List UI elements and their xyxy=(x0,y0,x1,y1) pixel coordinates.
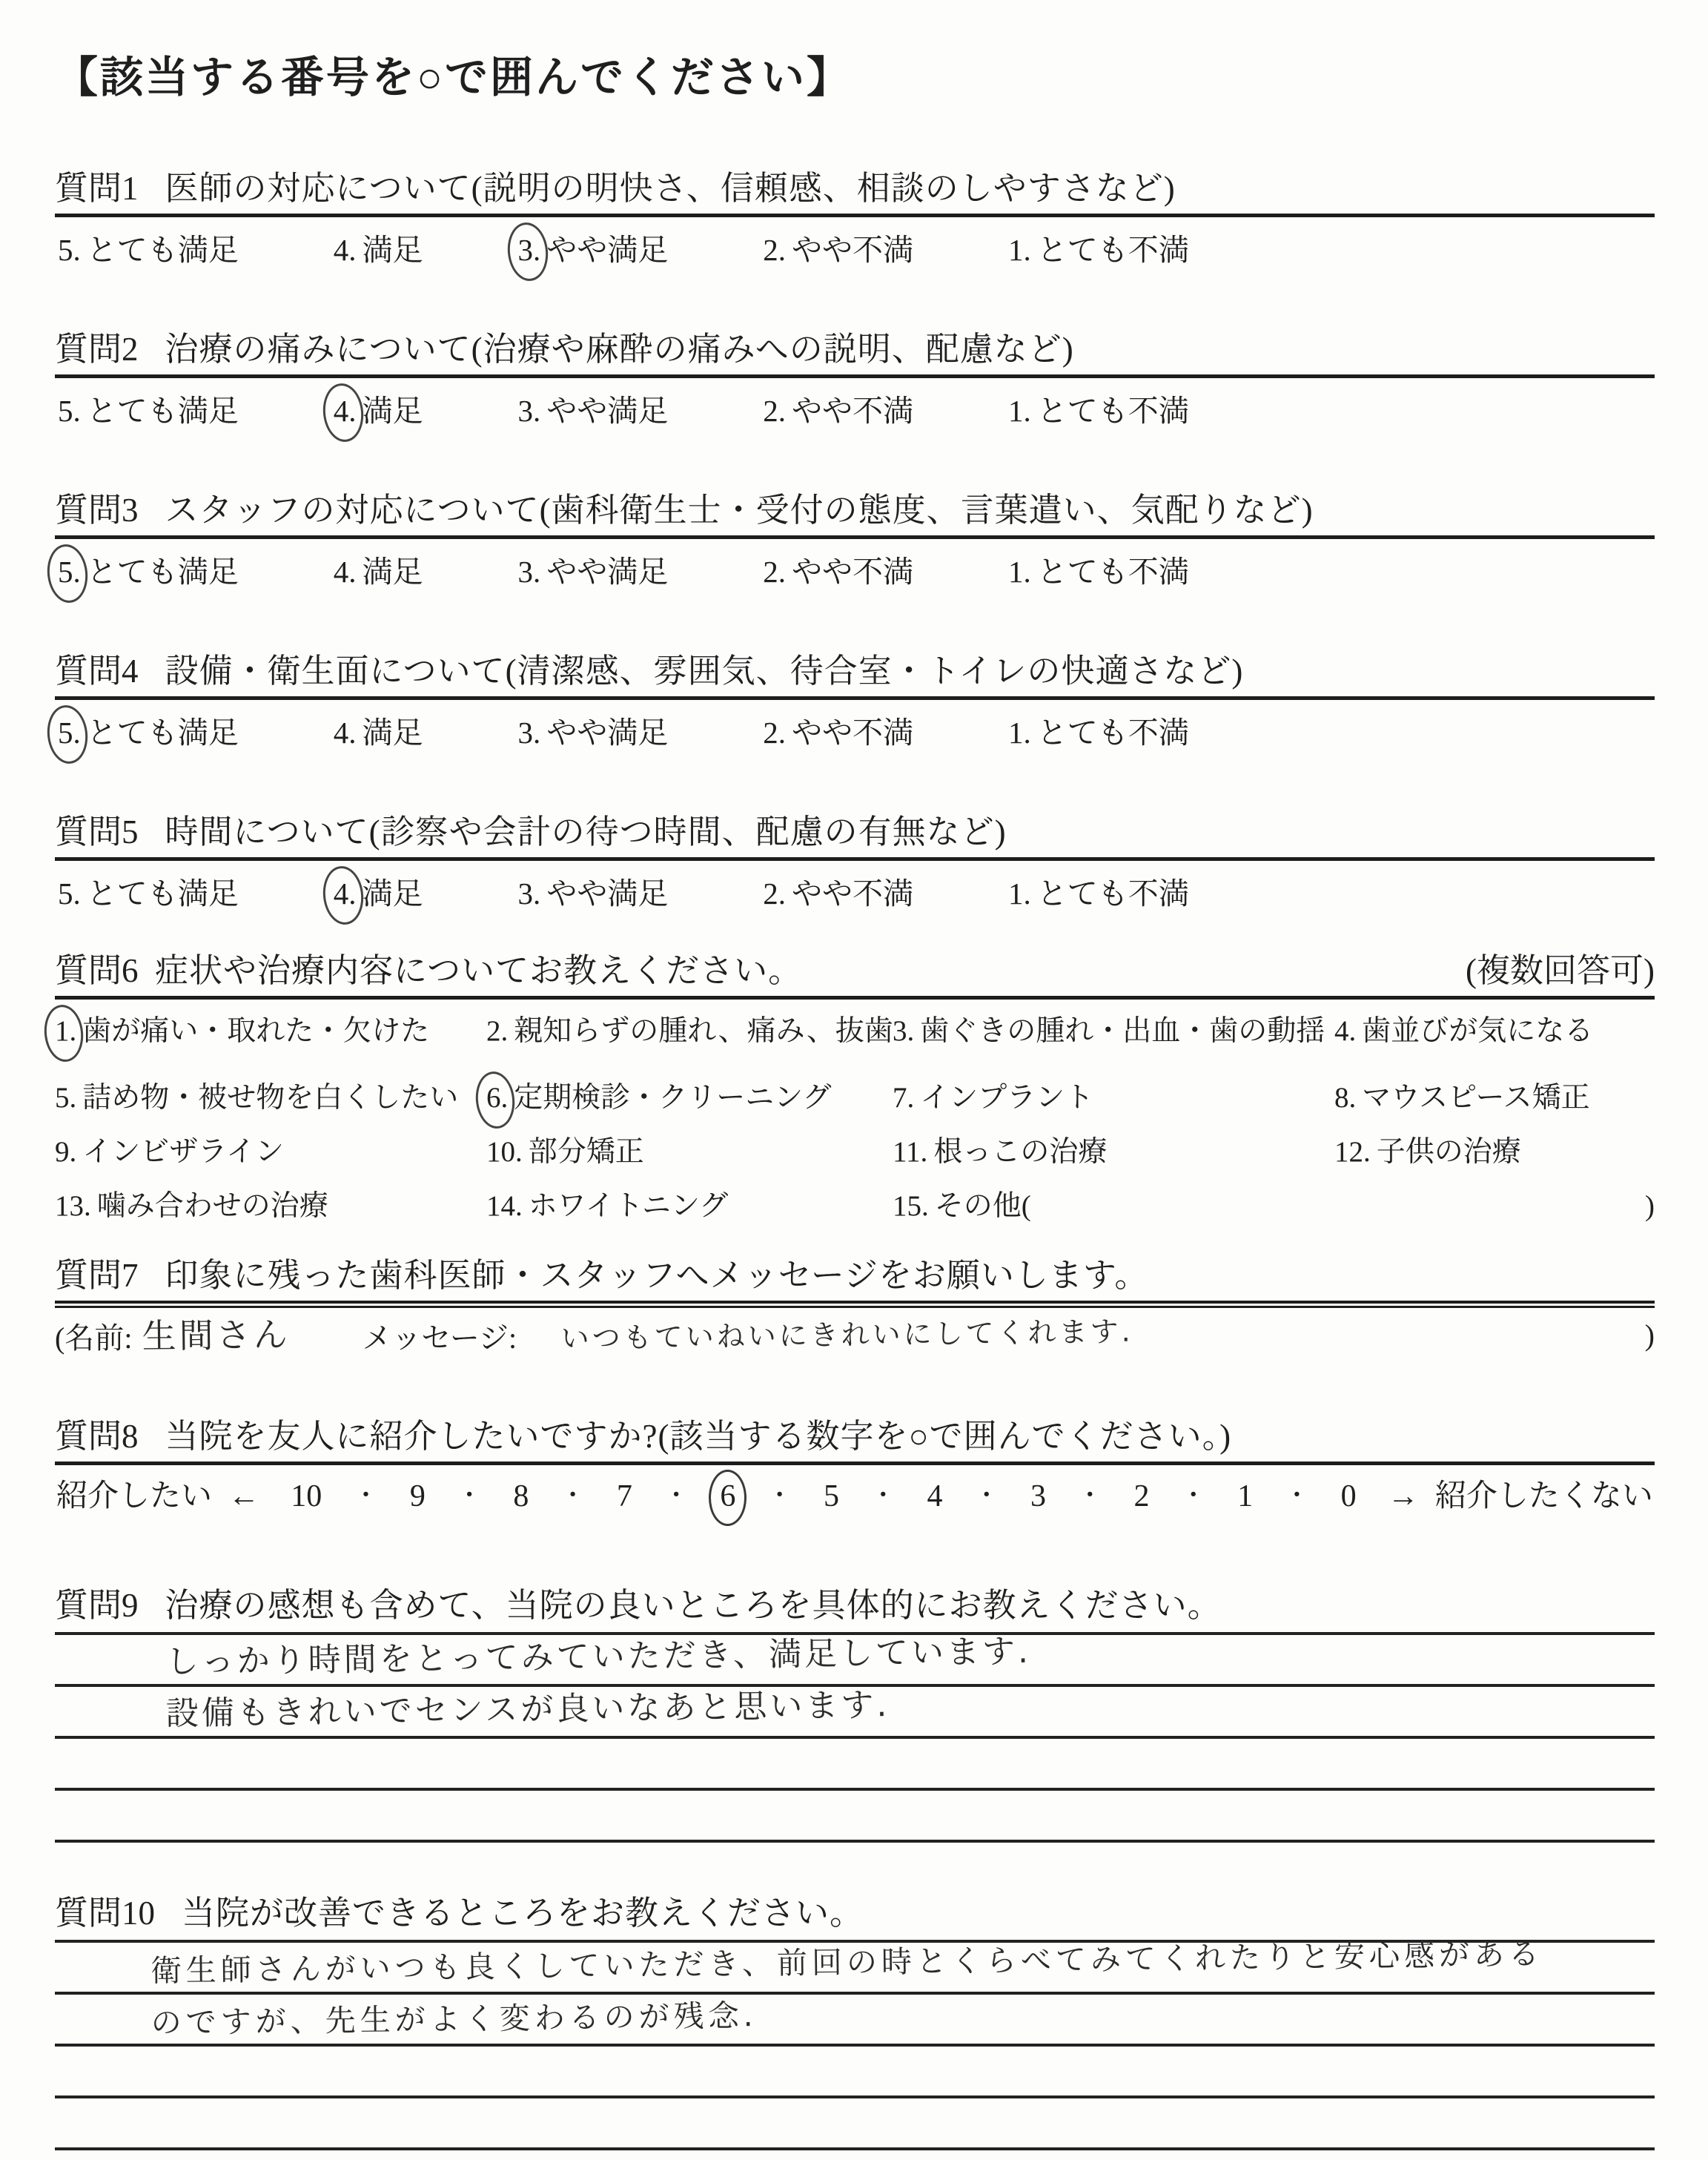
q2-option-4 xyxy=(334,393,423,429)
q5-option-5-number: 5. xyxy=(58,876,81,911)
q7-answer-row xyxy=(55,1314,1655,1358)
q6-options-row-2 xyxy=(55,1081,1655,1115)
q6-option-1 xyxy=(55,1014,486,1048)
answer-line xyxy=(55,1936,1655,1995)
q6-topic: 症状や治療内容についてお教えください。 xyxy=(155,952,803,989)
q8-left-arrow: ← xyxy=(228,1479,260,1513)
q2-option-2-number: 2. xyxy=(763,394,786,428)
q4-topic: 設備・衛生面について(清潔感、雰囲気、待合室・トイレの快適さなど) xyxy=(165,653,1244,690)
q2-option-1 xyxy=(1008,393,1189,429)
q2-topic: 治療の痛みについて(治療や麻酔の痛みへの説明、配慮など) xyxy=(165,331,1074,368)
q6-option-12 xyxy=(1334,1135,1655,1169)
q6-multi-answer-note: (複数回答可) xyxy=(1466,952,1655,989)
q8-dot: ・ xyxy=(663,1482,689,1510)
q6-option-3-number: 3. xyxy=(893,1015,915,1047)
q6-option-9 xyxy=(55,1135,486,1169)
q6-option-5 xyxy=(55,1081,486,1115)
q2-option-3 xyxy=(518,393,669,429)
q5-option-3-label: やや満足 xyxy=(546,876,669,911)
q7-name-handwritten: 生間さん xyxy=(142,1314,291,1356)
q2-options xyxy=(55,378,1655,429)
q8-dot: ・ xyxy=(870,1482,896,1510)
q5-option-3-number: 3. xyxy=(517,876,541,911)
q6-option-5-number: 5. xyxy=(55,1082,77,1114)
q6-option-5-label: 詰め物・被せ物を白くしたい xyxy=(82,1082,459,1114)
q2-option-5-label: とても満足 xyxy=(86,394,239,428)
q8-score-1: 1 xyxy=(1237,1479,1254,1513)
question-6-section xyxy=(55,951,1655,1223)
question-8-section xyxy=(55,1417,1655,1516)
q10-handwritten-line-2: のですが、先生がよく変わるのが残念. xyxy=(150,1998,758,2041)
q8-dot: ・ xyxy=(1180,1482,1206,1510)
q2-option-1-number: 1. xyxy=(1008,394,1031,428)
q8-score-10: 10 xyxy=(291,1479,322,1513)
divider xyxy=(55,1462,1655,1465)
q3-option-1 xyxy=(1008,554,1189,589)
q6-option-1-number: 1. xyxy=(55,1015,77,1047)
q6-option-14-number: 14. xyxy=(486,1190,523,1222)
q3-label: 質問3 xyxy=(55,492,139,529)
q8-score-6: 6 xyxy=(720,1477,735,1516)
q6-option-9-label: インビザライン xyxy=(82,1136,285,1168)
q8-score-5: 5 xyxy=(823,1479,839,1513)
q8-score-4: 4 xyxy=(927,1479,943,1513)
q5-option-4-label: 満足 xyxy=(362,876,423,911)
q1-option-4-number: 4. xyxy=(333,233,357,267)
q6-option-8-label: マウスピース矯正 xyxy=(1362,1082,1590,1114)
q6-option-4-number: 4. xyxy=(1334,1015,1357,1047)
q5-option-1-label: とても不満 xyxy=(1036,876,1189,911)
q4-option-5-label: とても満足 xyxy=(86,716,239,750)
q1-option-3-label: やや満足 xyxy=(546,233,669,267)
q6-option-13-number: 13. xyxy=(55,1190,91,1222)
q7-message-label: メッセージ: xyxy=(362,1321,517,1355)
q2-option-3-number: 3. xyxy=(517,394,541,428)
q8-nps-scale xyxy=(55,1477,1655,1516)
q3-option-4-number: 4. xyxy=(333,555,357,589)
q5-option-2-number: 2. xyxy=(763,876,786,911)
q8-recommend-label: 紹介したい xyxy=(56,1479,213,1513)
q8-not-recommend-label: 紹介したくない xyxy=(1434,1479,1653,1513)
q1-option-5 xyxy=(58,232,239,268)
q8-score-3: 3 xyxy=(1030,1479,1046,1513)
q8-left-label xyxy=(56,1477,259,1516)
answer-line xyxy=(55,2047,1655,2098)
divider xyxy=(55,1301,1655,1308)
question-1-heading xyxy=(55,169,1655,208)
q8-score-9: 9 xyxy=(409,1479,426,1513)
q1-option-3 xyxy=(518,232,669,268)
q5-option-2 xyxy=(763,876,913,911)
q1-option-4 xyxy=(334,232,423,268)
question-7-heading xyxy=(55,1256,1655,1295)
q4-option-3-label: やや満足 xyxy=(546,716,669,750)
q5-label: 質問5 xyxy=(55,813,139,851)
q2-label: 質問2 xyxy=(55,331,139,368)
q6-option-6-label: 定期検診・クリーニング xyxy=(514,1082,832,1114)
q1-label: 質問1 xyxy=(55,170,139,207)
q6-label: 質問6 xyxy=(55,952,139,989)
q9-topic: 治療の感想も含めて、当院の良いところを具体的にお教えください。 xyxy=(165,1587,1222,1624)
q5-option-2-label: やや不満 xyxy=(792,876,913,911)
q6-option-3 xyxy=(893,1014,1334,1048)
q6-option-4-label: 歯並びが気になる xyxy=(1362,1015,1594,1047)
answer-line xyxy=(55,1995,1655,2047)
q1-option-3-number: 3. xyxy=(517,233,541,267)
q6-option-11 xyxy=(893,1135,1334,1169)
question-10-heading xyxy=(55,1894,1655,1932)
q1-option-5-label: とても満足 xyxy=(86,233,239,267)
q1-option-1-number: 1. xyxy=(1008,233,1031,267)
question-5-heading xyxy=(55,813,1655,851)
q3-option-5-number: 5. xyxy=(58,555,81,589)
q8-dot: ・ xyxy=(767,1482,792,1510)
form-title: 【該当する番号を○で囲んでください】 xyxy=(55,53,853,102)
q6-option-2-number: 2. xyxy=(486,1015,509,1047)
q4-option-2-number: 2. xyxy=(763,716,786,750)
q5-option-3 xyxy=(518,876,669,911)
question-10-section xyxy=(55,1894,1655,2150)
question-3-section xyxy=(55,491,1655,589)
q1-option-4-label: 満足 xyxy=(362,233,423,267)
answer-line xyxy=(55,1791,1655,1843)
q6-option-7-number: 7. xyxy=(893,1082,915,1114)
q8-score-8: 8 xyxy=(513,1479,529,1513)
q5-option-4-number: 4. xyxy=(333,876,357,911)
q2-option-5 xyxy=(58,393,239,429)
question-4-heading xyxy=(55,652,1655,690)
q6-option-9-number: 9. xyxy=(55,1136,77,1168)
q8-dot: ・ xyxy=(560,1482,586,1510)
question-8-heading xyxy=(55,1417,1655,1456)
q6-option-10-label: 部分矯正 xyxy=(528,1136,644,1168)
q10-answer-area xyxy=(55,1936,1655,2150)
question-7-section xyxy=(55,1256,1655,1358)
q8-topic: 当院を友人に紹介したいですか?(該当する数字を○で囲んでください。) xyxy=(165,1418,1232,1455)
q3-option-2-number: 2. xyxy=(763,555,786,589)
q5-options xyxy=(55,861,1655,911)
q5-option-5-label: とても満足 xyxy=(86,876,239,911)
q1-option-2-number: 2. xyxy=(763,233,786,267)
q6-option-14-label: ホワイトニング xyxy=(528,1190,729,1222)
q6-option-10 xyxy=(486,1135,893,1169)
q7-label: 質問7 xyxy=(55,1257,139,1294)
q3-topic: スタッフの対応について(歯科衛生士・受付の態度、言葉遣い、気配りなど) xyxy=(165,492,1314,529)
q6-option-4 xyxy=(1334,1014,1655,1048)
q6-option-11-number: 11. xyxy=(893,1136,928,1168)
q3-option-4 xyxy=(334,554,423,589)
question-3-heading xyxy=(55,491,1655,529)
q5-topic: 時間について(診察や会計の待つ時間、配慮の有無など) xyxy=(165,813,1007,851)
q4-option-1 xyxy=(1008,715,1189,750)
q1-option-1 xyxy=(1008,232,1189,268)
q6-option-12-number: 12. xyxy=(1334,1136,1371,1168)
divider xyxy=(55,996,1655,1000)
q6-option-15-number: 15. xyxy=(893,1190,929,1222)
q9-handwritten-line-2: 設備もきれいでセンスが良いなあと思います. xyxy=(165,1686,890,1734)
q4-option-4 xyxy=(334,715,423,750)
answer-line xyxy=(55,1687,1655,1739)
q1-topic: 医師の対応について(説明の明快さ、信頼感、相談のしやすさなど) xyxy=(165,170,1176,207)
q2-option-2 xyxy=(763,393,913,429)
question-2-heading xyxy=(55,330,1655,369)
q1-option-2 xyxy=(763,232,913,268)
q6-option-7-label: インプラント xyxy=(920,1082,1094,1114)
q10-handwritten-line-1: 衛生師さんがいつも良くしていただき、前回の時とくらべてみてくれたりと安心感がある xyxy=(150,1936,1544,1989)
q8-dot: ・ xyxy=(1284,1482,1310,1510)
q4-label: 質問4 xyxy=(55,653,139,690)
question-5-section xyxy=(55,813,1655,911)
q4-option-2-label: やや不満 xyxy=(792,716,913,750)
q6-option-11-label: 根っこの治療 xyxy=(933,1136,1108,1168)
q3-option-5-label: とても満足 xyxy=(86,555,239,589)
q9-answer-area xyxy=(55,1632,1655,1843)
answer-line xyxy=(55,2098,1655,2150)
q6-option-15-label: その他( xyxy=(934,1190,1031,1222)
q5-option-1-number: 1. xyxy=(1008,876,1031,911)
q5-option-4 xyxy=(334,876,423,911)
q1-option-5-number: 5. xyxy=(58,233,81,267)
q6-option-6 xyxy=(486,1081,893,1115)
q3-option-5 xyxy=(58,554,239,589)
q3-options xyxy=(55,539,1655,589)
q4-options xyxy=(55,700,1655,750)
question-1-section xyxy=(55,169,1655,268)
q6-option-15 xyxy=(893,1189,1334,1223)
q2-option-3-label: やや満足 xyxy=(546,394,669,428)
q1-option-1-label: とても不満 xyxy=(1036,233,1189,267)
q3-option-4-label: 満足 xyxy=(362,555,423,589)
q4-option-5 xyxy=(58,715,239,750)
q9-handwritten-line-1: しっかり時間をとってみていただき、満足しています. xyxy=(165,1632,1032,1682)
q5-option-5 xyxy=(58,876,239,911)
q5-option-1 xyxy=(1008,876,1189,911)
q3-option-2-label: やや不満 xyxy=(792,555,913,589)
q8-score-2: 2 xyxy=(1133,1479,1150,1513)
q3-option-3-label: やや満足 xyxy=(546,555,669,589)
q8-label: 質問8 xyxy=(55,1418,139,1455)
q6-options-row-4 xyxy=(55,1189,1655,1223)
q6-option-7 xyxy=(893,1081,1334,1115)
question-9-heading xyxy=(55,1586,1655,1625)
q6-option-6-number: 6. xyxy=(486,1082,509,1114)
q6-option-12-label: 子供の治療 xyxy=(1376,1136,1521,1168)
q3-option-3-number: 3. xyxy=(517,555,541,589)
q8-score-0: 0 xyxy=(1340,1479,1357,1513)
q7-topic: 印象に残った歯科医師・スタッフへメッセージをお願いします。 xyxy=(165,1257,1149,1294)
q4-option-1-label: とても不満 xyxy=(1036,716,1189,750)
q2-option-2-label: やや不満 xyxy=(792,394,913,428)
q6-options-row-3 xyxy=(55,1135,1655,1169)
q7-close-paren: ) xyxy=(1644,1318,1655,1352)
q6-option-2 xyxy=(486,1014,893,1048)
q2-option-5-number: 5. xyxy=(58,394,81,428)
q6-heading-left xyxy=(55,951,802,990)
q7-message-handwritten: いつもていねいにきれいにしてくれます. xyxy=(560,1315,1134,1355)
q8-dot: ・ xyxy=(1077,1482,1103,1510)
q4-option-4-number: 4. xyxy=(333,716,357,750)
q8-score-7: 7 xyxy=(616,1479,632,1513)
q8-dot: ・ xyxy=(973,1482,999,1510)
q8-right-label xyxy=(1388,1477,1653,1516)
q3-option-2 xyxy=(763,554,913,589)
q10-label: 質問10 xyxy=(55,1895,156,1932)
answer-line xyxy=(55,1739,1655,1791)
q4-option-2 xyxy=(763,715,913,750)
q6-option-1-label: 歯が痛い・取れた・欠けた xyxy=(82,1015,430,1047)
q4-option-1-number: 1. xyxy=(1008,716,1031,750)
q4-option-5-number: 5. xyxy=(58,716,81,750)
q6-option-8-number: 8. xyxy=(1334,1082,1357,1114)
q6-option-8 xyxy=(1334,1081,1655,1115)
q6-other-close-paren: ) xyxy=(1645,1190,1655,1222)
q4-option-3 xyxy=(518,715,669,750)
q8-dot: ・ xyxy=(353,1482,379,1510)
q8-dot: ・ xyxy=(457,1482,483,1510)
q2-option-4-label: 満足 xyxy=(362,394,423,428)
q6-option-13-label: 噛み合わせの治療 xyxy=(96,1190,328,1222)
q3-option-3 xyxy=(518,554,669,589)
question-6-heading xyxy=(55,951,1655,990)
q6-option-13 xyxy=(55,1189,486,1223)
q10-topic: 当院が改善できるところをお教えください。 xyxy=(182,1895,864,1932)
q1-options xyxy=(55,217,1655,268)
q6-options-row-1 xyxy=(55,1014,1655,1048)
q6-option-3-label: 歯ぐきの腫れ・出血・歯の動揺 xyxy=(920,1015,1325,1047)
q6-option-10-number: 10. xyxy=(486,1136,523,1168)
q4-option-3-number: 3. xyxy=(517,716,541,750)
q7-name-label: (名前: xyxy=(55,1321,133,1355)
q1-option-2-label: やや不満 xyxy=(792,233,913,267)
q9-label: 質問9 xyxy=(55,1587,139,1624)
q2-option-1-label: とても不満 xyxy=(1036,394,1189,428)
q2-option-4-number: 4. xyxy=(333,394,357,428)
q6-option-14 xyxy=(486,1189,893,1223)
q3-option-1-number: 1. xyxy=(1008,555,1031,589)
question-4-section xyxy=(55,652,1655,750)
question-9-section xyxy=(55,1586,1655,1843)
q8-right-arrow: → xyxy=(1387,1479,1419,1513)
question-2-section xyxy=(55,330,1655,429)
q6-option-2-label: 親知らずの腫れ、痛み、抜歯 xyxy=(514,1015,893,1047)
q3-option-1-label: とても不満 xyxy=(1036,555,1189,589)
q4-option-4-label: 満足 xyxy=(362,716,423,750)
